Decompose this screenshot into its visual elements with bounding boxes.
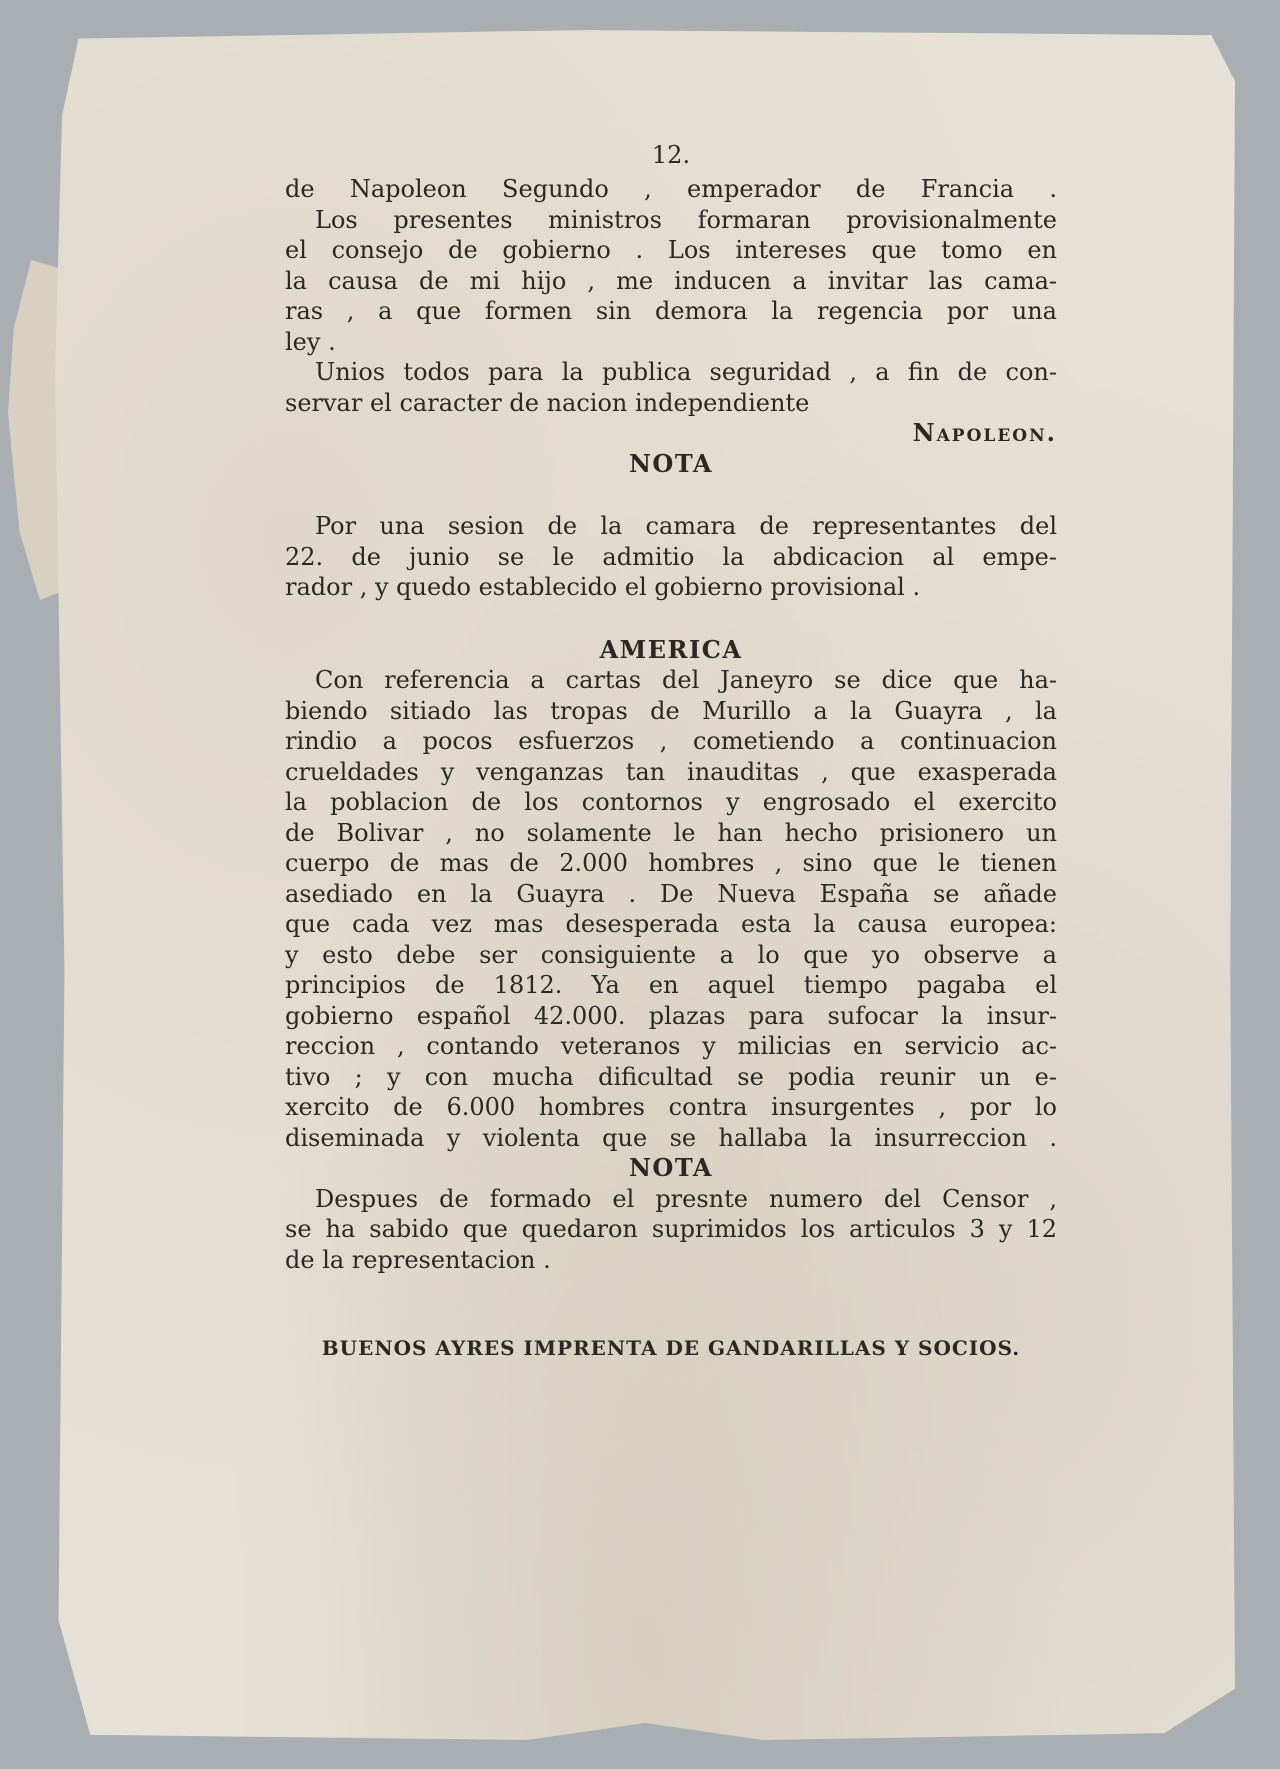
text-line: reccion , contando veteranos y milicias en servicio ac- bbox=[285, 1032, 1057, 1060]
text-line: 22. de junio se le admitio la abdicacion al empe- bbox=[285, 542, 1057, 571]
page-text bbox=[285, 140, 1057, 1275]
text-line: Por una sesion de la camara de representantes del bbox=[315, 512, 1057, 540]
text-line: diseminada y violenta que se hallaba la insurreccion . bbox=[285, 1123, 1057, 1152]
section-heading-nota: NOTA bbox=[628, 448, 713, 478]
text-line: Unios todos para la publica seguridad , a fin de con- bbox=[315, 358, 1057, 386]
paragraph-nota-1 bbox=[285, 511, 1057, 603]
text-line: la poblacion de los contornos y engrosado el exercito bbox=[285, 788, 1057, 816]
text-line: ras , a que formen sin demora la regencia por una bbox=[285, 297, 1057, 325]
text-line: xercito de 6.000 hombres contra insurgentes , por lo bbox=[285, 1093, 1057, 1121]
text-line: gobierno español 42.000. plazas para sufocar la insur- bbox=[285, 1001, 1057, 1030]
paragraph-abdication bbox=[285, 174, 1057, 418]
text-line: rindio a pocos esfuerzos , cometiendo a continuacion bbox=[285, 727, 1057, 755]
text-line: rador , y quedo establecido el gobierno provisional . bbox=[285, 573, 921, 601]
text-line: servar el caracter de nacion independiente bbox=[285, 388, 810, 417]
text-line: la causa de mi hijo , me inducen a invitar las cama- bbox=[285, 266, 1057, 295]
section-heading-nota-2: NOTA bbox=[628, 1153, 713, 1182]
text-line: que cada vez mas desesperada esta la causa europea: bbox=[285, 910, 1057, 938]
text-line: y esto debe ser consiguiente a lo que yo observe a bbox=[285, 940, 1057, 969]
text-line: biendo sitiado las tropas de Murillo a la Guayra , la bbox=[285, 696, 1057, 725]
text-line: se ha sabido que quedaron suprimidos los articulos 3 y 12 bbox=[285, 1215, 1057, 1243]
printer-imprint: BUENOS AYRES IMPRENTA DE GANDARILLAS Y SOCIOS. bbox=[321, 1336, 1021, 1360]
paragraph-america bbox=[285, 665, 1057, 1153]
spacer bbox=[285, 603, 1057, 635]
text-line: el consejo de gobierno . Los intereses que tomo en bbox=[285, 236, 1057, 264]
text-line: Despues de formado el presnte numero del Censor , bbox=[315, 1184, 1057, 1213]
text-line: de la representacion . bbox=[285, 1245, 551, 1274]
spacer bbox=[285, 479, 1057, 511]
text-line: tivo ; y con mucha dificultad se podia reunir un e- bbox=[285, 1062, 1057, 1091]
text-line: ley . bbox=[285, 327, 336, 356]
paragraph-nota-2 bbox=[285, 1184, 1057, 1276]
text-line: de Bolivar , no solamente le han hecho prisionero un bbox=[285, 818, 1057, 847]
section-heading-america: AMERICA bbox=[599, 634, 743, 664]
text-line: Con referencia a cartas del Janeyro se dice que ha- bbox=[315, 666, 1057, 694]
text-line: asediado en la Guayra . De Nueva España se añade bbox=[285, 879, 1057, 908]
text-line: Los presentes ministros formaran provisionalmente bbox=[315, 205, 1057, 234]
text-line: principios de 1812. Ya en aquel tiempo pagaba el bbox=[285, 971, 1057, 999]
text-line: de Napoleon Segundo , emperador de Francia . bbox=[285, 175, 1057, 203]
text-line: cuerpo de mas de 2.000 hombres , sino que le tienen bbox=[285, 849, 1057, 877]
signature: Napoleon. bbox=[912, 418, 1057, 447]
page-number: 12. bbox=[651, 141, 691, 169]
text-line: crueldades y venganzas tan inauditas , que exasperada bbox=[285, 757, 1057, 786]
